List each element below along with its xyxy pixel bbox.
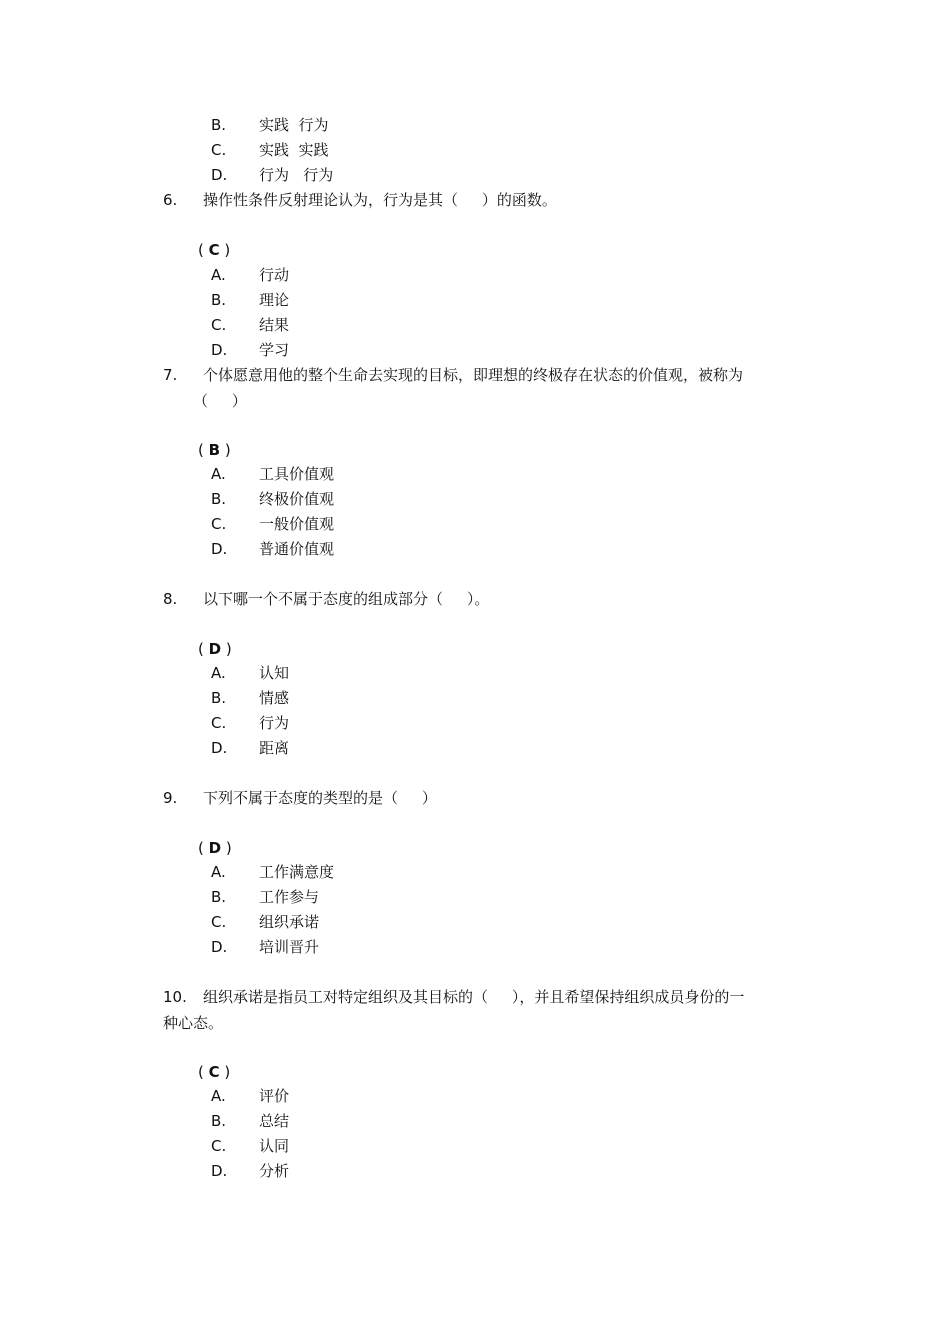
- answer-line: ( C ): [198, 1063, 231, 1081]
- question-text-continued: （ ）: [193, 392, 247, 410]
- option-text: 理论: [259, 291, 290, 309]
- answer-letter: D: [208, 839, 222, 857]
- option-letter: A.: [211, 465, 226, 483]
- answer-letter: C: [208, 241, 220, 259]
- option-letter: D.: [211, 739, 228, 757]
- question-number: 9.: [163, 789, 178, 807]
- option-text: 分析: [259, 1162, 290, 1180]
- option-letter: B.: [211, 291, 227, 309]
- answer-line: ( B ): [198, 441, 231, 459]
- option-text: 情感: [259, 689, 290, 707]
- option-text: 工具价值观: [259, 465, 335, 483]
- answer-letter: D: [208, 640, 222, 658]
- option-text: 普通价值观: [259, 540, 335, 558]
- answer-letter: C: [208, 1063, 220, 1081]
- option-text: 一般价值观: [259, 515, 335, 533]
- option-text: 评价: [259, 1087, 290, 1105]
- option-text: 工作参与: [259, 888, 320, 906]
- option-letter: A.: [211, 863, 226, 881]
- option-text: 工作满意度: [259, 863, 335, 881]
- question-text: 个体愿意用他的整个生命去实现的目标，即理想的终极存在状态的价值观，被称为: [203, 366, 744, 384]
- answer-letter: B: [208, 441, 221, 459]
- option-letter: C.: [211, 714, 227, 732]
- answer-line: ( C ): [198, 241, 231, 259]
- option-text: 认知: [259, 664, 290, 682]
- option-letter: C.: [211, 316, 227, 334]
- option-text: 行为 行为: [259, 166, 334, 184]
- option-letter: D.: [211, 341, 228, 359]
- option-letter: C.: [211, 913, 227, 931]
- option-text: 距离: [259, 739, 290, 757]
- question-text: 操作性条件反射理论认为，行为是其（ ）的函数。: [203, 191, 557, 209]
- option-letter: D.: [211, 540, 228, 558]
- answer-line: ( D ): [198, 839, 232, 857]
- option-letter: B.: [211, 689, 227, 707]
- option-letter: B.: [211, 490, 227, 508]
- option-text: 总结: [259, 1112, 290, 1130]
- option-text: 行动: [259, 266, 290, 284]
- option-letter: B.: [211, 888, 227, 906]
- option-letter: B.: [211, 116, 227, 134]
- option-text: 培训晋升: [259, 938, 320, 956]
- question-text-continued: 种心态。: [163, 1014, 224, 1032]
- option-text: 实践 实践: [259, 141, 329, 159]
- question-number: 8.: [163, 590, 178, 608]
- question-number: 10.: [163, 988, 187, 1006]
- question-text: 下列不属于态度的类型的是（ ）: [203, 789, 437, 807]
- option-letter: C.: [211, 1137, 227, 1155]
- option-letter: A.: [211, 1087, 226, 1105]
- option-letter: D.: [211, 1162, 228, 1180]
- option-text: 认同: [259, 1137, 290, 1155]
- option-letter: C.: [211, 141, 227, 159]
- question-text: 以下哪一个不属于态度的组成部分（ ）。: [203, 590, 490, 608]
- answer-line: ( D ): [198, 640, 232, 658]
- question-text: 组织承诺是指员工对特定组织及其目标的（ ），并且希望保持组织成员身份的一: [203, 988, 745, 1006]
- option-letter: D.: [211, 166, 228, 184]
- option-letter: B.: [211, 1112, 227, 1130]
- option-text: 组织承诺: [259, 913, 320, 931]
- option-letter: C.: [211, 515, 227, 533]
- question-number: 6.: [163, 191, 178, 209]
- option-text: 结果: [259, 316, 290, 334]
- option-text: 实践 行为: [259, 116, 329, 134]
- option-text: 终极价值观: [259, 490, 335, 508]
- option-letter: A.: [211, 266, 226, 284]
- question-number: 7.: [163, 366, 178, 384]
- option-text: 行为: [259, 714, 290, 732]
- option-letter: A.: [211, 664, 226, 682]
- option-letter: D.: [211, 938, 228, 956]
- option-text: 学习: [259, 341, 290, 359]
